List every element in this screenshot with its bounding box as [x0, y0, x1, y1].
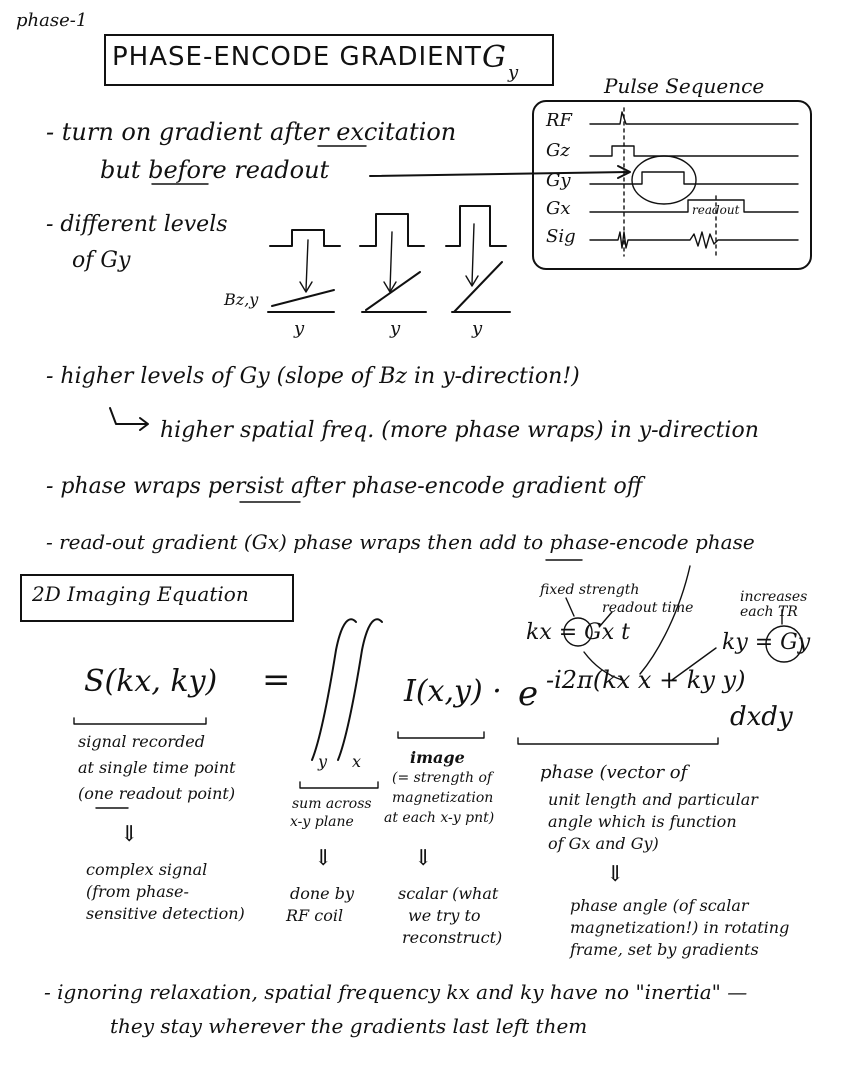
arrow-to-gy — [370, 172, 628, 176]
section-title: 2D Imaging Equation — [32, 582, 249, 606]
angle-note-3: frame, set by gradients — [570, 940, 759, 959]
signal-arrow: ⇓ — [120, 822, 139, 847]
integral-1 — [312, 619, 356, 760]
bullet-3-line-2: higher spatial freq. (more phase wraps) in y-direction — [160, 418, 759, 443]
footer-line-2: they stay wherever the gradients last left them — [110, 1014, 588, 1038]
trace-rf — [590, 112, 798, 124]
integral-x-label: x — [352, 752, 362, 771]
rf-note-2: RF coil — [286, 906, 344, 925]
scalar-note-1: scalar (what — [398, 884, 499, 903]
angle-note-1: phase angle (of scalar — [570, 896, 749, 915]
complex-note-3: sensitive detection) — [86, 904, 245, 923]
image-note-3: magnetization — [392, 790, 494, 806]
complex-note-2: (from phase- — [86, 882, 189, 901]
image-note-2: (= strength of — [392, 770, 493, 786]
title-subscript: y — [508, 62, 519, 83]
equation-exponent: -i2π(kx x + ky y) — [546, 666, 746, 694]
page-corner-label: phase-1 — [16, 10, 88, 31]
phase-note-2: unit length and particular — [548, 790, 758, 809]
kx-fixed-strength: fixed strength — [540, 582, 640, 598]
gy-arrow-1 — [306, 240, 308, 290]
image-note-1: image — [410, 748, 465, 767]
gy-graph-xlabel-1: y — [294, 318, 305, 339]
gy-pulse-3 — [446, 206, 506, 246]
scalar-note-2: we try to — [408, 906, 481, 925]
phase-note-3: angle which is function — [548, 812, 737, 831]
readout-time-arrow — [600, 612, 612, 626]
pulse-sequence-title: Pulse Sequence — [604, 74, 765, 98]
gy-graph-xlabel-2: y — [390, 318, 401, 339]
image-note-4: at each x-y pnt) — [384, 810, 495, 826]
kx-link-arrow — [584, 652, 622, 680]
ky-equation: ky = Gy — [722, 630, 811, 655]
gy-circle-eq — [766, 626, 802, 662]
brace-signal — [74, 718, 206, 724]
equation-dxdy: dxdy — [730, 702, 793, 732]
pulse-row-gz: Gz — [546, 140, 570, 161]
signal-note-3: (one readout point) — [78, 784, 236, 803]
gy-arrow-3 — [472, 224, 474, 284]
pulse-row-sig: Sig — [546, 226, 576, 247]
ky-link-arrow — [672, 648, 716, 680]
sum-note-1: sum across — [292, 796, 372, 812]
hook-arrow — [110, 408, 146, 424]
title-symbol: G — [482, 40, 506, 75]
phase-link-arrow — [640, 566, 690, 674]
bullet-4: - phase wraps persist after phase-encode gradient off — [46, 474, 643, 499]
trace-gx — [590, 200, 798, 212]
footer-line-1: - ignoring relaxation, spatial frequency kx and ky have no "inertia" — — [44, 980, 748, 1004]
pulse-row-gy: Gy — [546, 170, 571, 191]
phase-arrow: ⇓ — [606, 862, 625, 887]
page-title: PHASE-ENCODE GRADIENT — [112, 42, 482, 72]
integral-y-label: y — [318, 752, 328, 771]
signal-note-2: at single time point — [78, 758, 236, 777]
integral-2 — [338, 619, 382, 760]
brace-image — [398, 732, 484, 738]
equation-lhs: S(kx, ky) — [84, 664, 218, 699]
bullet-1-line-2: but before readout — [100, 156, 330, 184]
angle-note-2: magnetization!) in rotating — [570, 918, 790, 937]
sum-note-2: x-y plane — [290, 814, 354, 830]
trace-gz — [590, 146, 798, 156]
gy-graph-1 — [268, 290, 334, 312]
gy-graph-2 — [362, 272, 426, 312]
scalar-note-3: reconstruct) — [402, 928, 503, 947]
rf-note-1: done by — [290, 884, 355, 903]
image-arrow: ⇓ — [414, 846, 433, 871]
signal-note-1: signal recorded — [78, 732, 205, 751]
brace-phase — [518, 738, 718, 744]
bullet-1-line-1: - turn on gradient after excitation — [46, 118, 457, 146]
bullet-5: - read-out gradient (Gx) phase wraps then add to phase-encode phase — [46, 530, 755, 554]
complex-note-1: complex signal — [86, 860, 208, 879]
phase-note-4: of Gx and Gy) — [548, 834, 659, 853]
gy-graph-xlabel-3: y — [472, 318, 483, 339]
gx-circle — [564, 618, 592, 646]
trace-gy — [590, 172, 798, 184]
kx-equation: kx = Gx t — [526, 620, 630, 645]
gy-graph-3 — [452, 262, 510, 312]
readout-label: readout — [692, 203, 740, 217]
brace-integral — [300, 782, 378, 788]
sum-arrow: ⇓ — [314, 846, 333, 871]
pulse-row-rf: RF — [546, 110, 573, 131]
gy-arrow-2 — [390, 232, 392, 290]
bullet-2-line-1: - different levels — [46, 212, 228, 237]
equation-integrand: I(x,y) · — [404, 674, 502, 709]
trace-sig — [590, 232, 798, 248]
phase-note-1: phase (vector of — [540, 762, 688, 783]
bullet-3-line-1: - higher levels of Gy (slope of Bz in y-direction!) — [46, 364, 580, 389]
bullet-2-line-2: of Gy — [72, 248, 131, 273]
fixed-strength-arrow — [566, 598, 574, 616]
ky-increases: increases each TR — [740, 589, 808, 620]
gy-graph-ylabel: Bz,y — [224, 290, 259, 309]
equation-equals: = — [262, 660, 291, 700]
equation-exp-base: e — [518, 674, 539, 714]
pulse-row-gx: Gx — [546, 198, 571, 219]
kx-readout-time: readout time — [602, 600, 694, 616]
gy-pulse-1 — [270, 230, 340, 246]
